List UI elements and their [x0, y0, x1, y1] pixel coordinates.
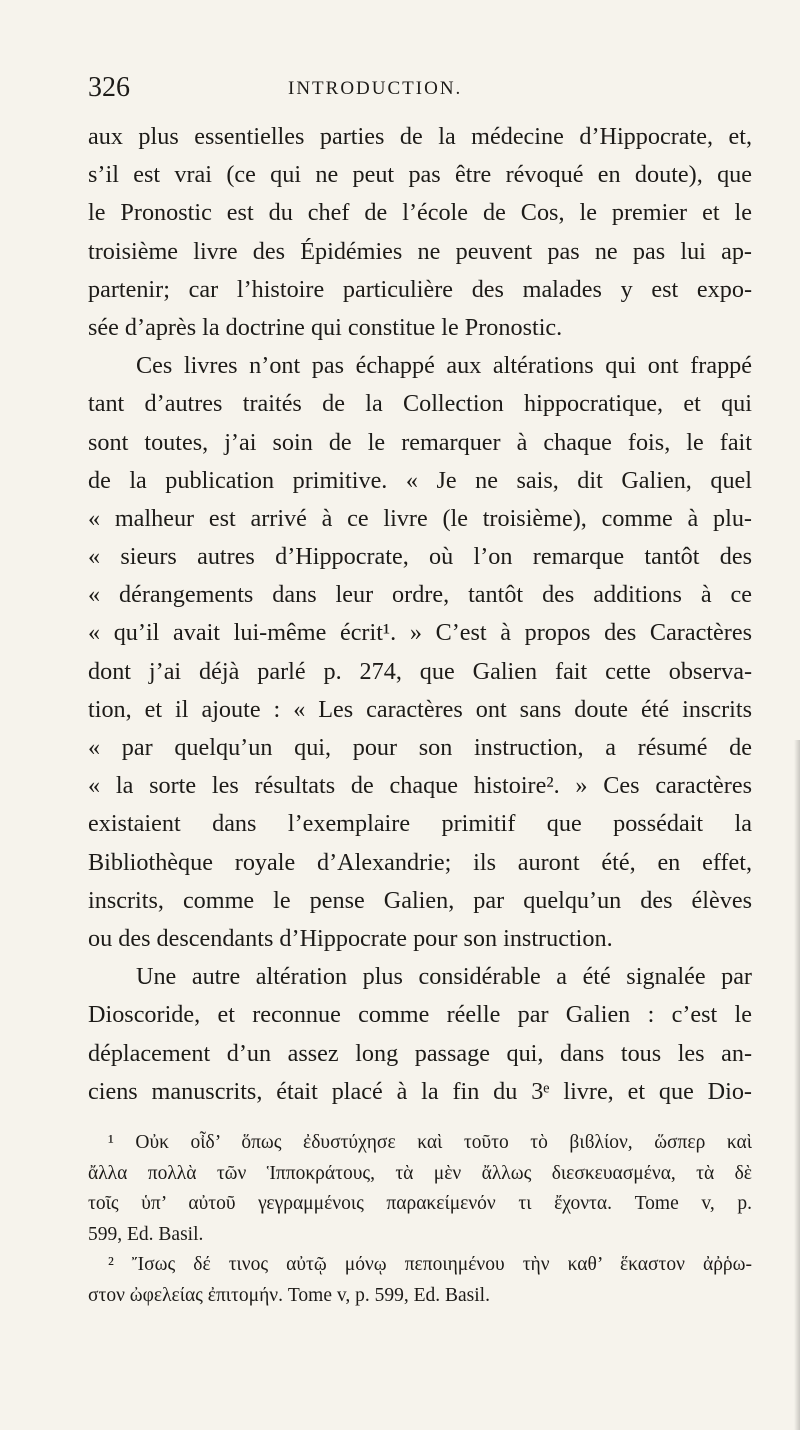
text-line: « par quelqu’un qui, pour son instruction, a résumé de	[88, 734, 752, 761]
text-line: le Pronostic est du chef de l’école de Cos, le premier et le	[88, 199, 752, 227]
page-number: 326	[88, 72, 130, 103]
text-line: Dioscoride, et reconnue comme réelle par Galien : c’est le	[88, 1001, 752, 1029]
body-text	[88, 118, 752, 1111]
running-title: INTRODUCTION.	[288, 78, 463, 99]
text-line: dont j’ai déjà parlé p. 274, que Galien fait cette observa-	[88, 657, 752, 685]
text-line: inscrits, comme le pense Galien, par quelqu’un des élèves	[88, 886, 752, 914]
text-line: Une autre altération plus considérable a été signalée par	[136, 963, 752, 991]
footnote-line: 599, Ed. Basil.	[88, 1223, 204, 1245]
text-line: aux plus essentielles parties de la médecine d’Hippocrate, et,	[88, 123, 752, 150]
footnotes	[88, 1128, 752, 1311]
footnote-line: ἄλλα πολλὰ τῶν Ἱπποκράτους, τὰ μὲν ἄλλως διεσκευασμένα, τὰ δὲ	[88, 1162, 752, 1184]
text-line: ciens manuscrits, était placé à la fin du 3ᵉ livre, et que Dio-	[88, 1077, 752, 1105]
text-line: « la sorte les résultats de chaque histoire². » Ces caractères	[88, 772, 752, 800]
footnote-line: στον ὠφελείας ἐπιτομήν. Tome v, p. 599, Ed. Basil.	[88, 1284, 490, 1306]
footnote-line: ¹ Οὐκ οἶδ’ ὅπως ἐδυστύχησε καὶ τοῦτο τὸ βιϐλίον, ὥσπερ καὶ	[108, 1132, 752, 1153]
text-line: ou des descendants d’Hippocrate pour son instruction.	[88, 924, 613, 952]
text-line: sée d’après la doctrine qui constitue le Pronostic.	[88, 313, 563, 341]
text-line: tion, et il ajoute : « Les caractères ont sans doute été inscrits	[88, 695, 752, 723]
text-line: Bibliothèque royale d’Alexandrie; ils auront été, en effet,	[88, 848, 752, 876]
text-line: troisième livre des Épidémies ne peuvent pas ne pas lui ap-	[88, 237, 752, 265]
text-line: tant d’autres traités de la Collection hippocratique, et qui	[88, 390, 752, 418]
page-header	[88, 72, 752, 112]
text-line: de la publication primitive. « Je ne sais, dit Galien, quel	[88, 466, 752, 494]
text-line: « sieurs autres d’Hippocrate, où l’on remarque tantôt des	[88, 543, 752, 571]
text-line: Ces livres n’ont pas échappé aux altérations qui ont frappé	[136, 352, 752, 380]
text-line: déplacement d’un assez long passage qui, dans tous les an-	[88, 1039, 752, 1067]
text-line: « qu’il avait lui-même écrit¹. » C’est à propos des Caractères	[88, 619, 752, 647]
text-line: « dérangements dans leur ordre, tantôt des additions à ce	[88, 581, 752, 609]
page-edge-shadow	[794, 740, 800, 1430]
footnote-line: τοῖς ὑπ’ αὐτοῦ γεγραμμένοις παρακείμενόν τι ἔχοντα. Tome v, p.	[88, 1193, 752, 1214]
text-line: s’il est vrai (ce qui ne peut pas être révoqué en doute), que	[88, 161, 752, 189]
text-line: partenir; car l’histoire particulière des malades y est expo-	[88, 275, 752, 303]
footnote-line: ² Ἴσως δέ τινος αὐτῷ μόνῳ πεποιημένου τὴν καθ’ ἕκαστον ἀῤῥω-	[108, 1254, 752, 1275]
text-line: sont toutes, j’ai soin de le remarquer à chaque fois, le fait	[88, 428, 752, 456]
text-line: existaient dans l’exemplaire primitif que possédait la	[88, 810, 752, 838]
text-line: « malheur est arrivé à ce livre (le troisième), comme à plu-	[88, 504, 752, 532]
